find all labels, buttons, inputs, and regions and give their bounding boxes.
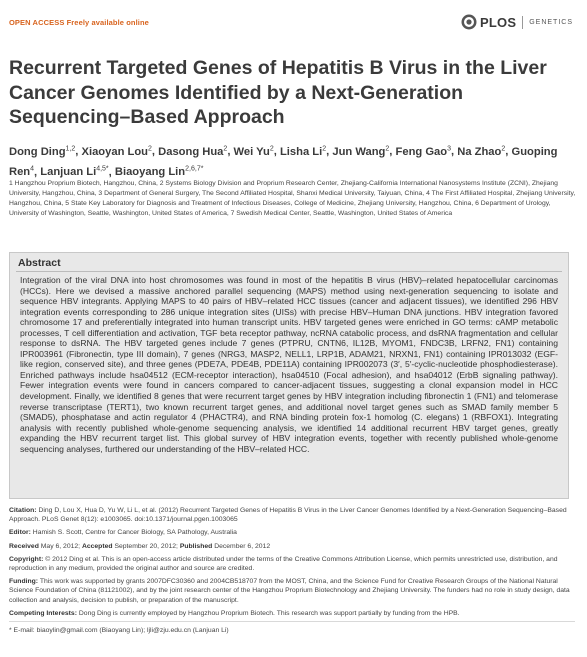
- author-affiliation-marker: 4,5*: [96, 165, 109, 173]
- copyright: [9, 555, 575, 573]
- open-access-text: OPEN ACCESS Freely available online: [9, 18, 149, 27]
- footnote-divider: [9, 621, 575, 622]
- accepted-label: Accepted: [81, 542, 113, 550]
- funding: [9, 577, 575, 605]
- citation: [9, 506, 575, 524]
- abstract-heading: Abstract: [18, 257, 61, 269]
- editor-text: Hamish S. Scott, Centre for Cancer Biology, SA Pathology, Australia: [32, 529, 237, 537]
- funding-text: This work was supported by grants 2007DFC30360 and 2004CB518707 from the MOST, China, and the Science Fund for Creative Research Groups of the National Natural Science Foundation of China (81121002), and by the joint research center of the Hangzhou Proprium Biotechnology and Zhejiang University. The funders had no role in study design, data collection and analysis, decision to publish, or preparation of the manuscript.: [9, 578, 570, 604]
- author: [234, 146, 274, 158]
- citation-label: Citation:: [9, 507, 37, 514]
- affiliations: 1 Hangzhou Proprium Biotech, Hangzhou, China, 2 Systems Biology Division and Proprium Research Center, Zhejiang-California International Nanosystems Institute (ZCNI), Zhejiang University, Hangzhou, China, 3 Department of General Surgery, The Second Affiliated Hospital, Shanxi Medical University, Taiyuan, China, 4 The First Affiliated Hospital, Zhejiang University, Hangzhou, China, 5 State Key Laboratory for Diagnosis and Treatment of Infectious Diseases, College of Medicine, Zhejiang University, Hangzhou, China, 6 Department of Urology, University of Washington, Seattle, Washington, United States of America, 7 Swedish Medical Center, Seattle, Washington, United States of America: [9, 180, 576, 217]
- author-name: Dasong Hua: [158, 145, 224, 158]
- author: [82, 146, 152, 158]
- author: [332, 146, 389, 158]
- author-affiliation-marker: 2: [148, 145, 152, 152]
- author-name: Dong Ding: [9, 145, 66, 158]
- author: [9, 146, 75, 158]
- competing-label: Competing Interests:: [9, 609, 77, 617]
- author-name: Na Zhao: [457, 145, 502, 158]
- abstract-divider: [16, 271, 562, 272]
- article-title: Recurrent Targeted Genes of Hepatitis B Virus in the Liver Cancer Genomes Identified by a Next-Generation Sequencing–Based Approach: [9, 57, 547, 128]
- journal-header: [0, 0, 587, 38]
- author-affiliation-marker: 2: [385, 145, 390, 152]
- plos-logo: [461, 14, 573, 30]
- publisher-name: PLOS: [480, 14, 517, 30]
- author: [158, 146, 227, 158]
- funding-label: Funding:: [9, 578, 39, 586]
- author: [115, 166, 204, 178]
- author-list: Dong Ding$^{1,2}$, Xiaoyan Lou$^2$, Dasong Hua$^2$, Wei Yu$^2$, Lisha Li$^2$, Jun Wang$^2$, Feng Gao$^3$, Na Zhao$^2$, Guoping Ren$^4$, Lanjuan $Li^{4,5*}$, Biaoyang Lin$^{2,6,7*}$: [9, 145, 558, 179]
- author-name: Lanjuan Li: [40, 166, 97, 179]
- abstract-box: [9, 252, 569, 499]
- author-affiliation-marker: 2: [269, 145, 274, 152]
- email: * E-mail: biaoylin@gmail.com (Biaoyang Lin); ljli@zju.edu.cn (Lanjuan Li): [9, 627, 229, 635]
- open-access-label: [9, 18, 149, 27]
- copyright-label: Copyright:: [9, 555, 44, 563]
- author-affiliation-marker: 1,2: [65, 145, 76, 152]
- journal-name: GENETICS: [529, 18, 573, 26]
- author-name: Lisha Li: [279, 145, 323, 158]
- published-label: Published: [179, 542, 213, 550]
- editor-label: Editor:: [9, 529, 31, 537]
- author: [457, 146, 505, 158]
- author-affiliation-marker: 2: [501, 145, 506, 152]
- author-name: Xiaoyan Lou: [81, 145, 149, 158]
- abstract-text: Integration of the viral DNA into host chromosomes was found in most of the hepatitis B virus (HBV)–related hepatocellular carcinomas (HCCs). Here we devised a massive anchored parallel sequencing (MAPS) method using next-generation sequencing to isolate and sequence HBV integrants. Applying MAPS to 40 pairs of HBV–related HCC tissues (cancer and adjacent tissues), we identified 296 HBV integration events corresponding to 286 unique integration sites (UISs) with precise HBV–Human DNA junctions. HBV integration favored chromosome 17 and preferentially integrated into human transcript units. HBV targeted genes were enriched in GO terms: cAMP metabolic processes, T cell differentiation and activation, TGF beta receptor pathway, ncRNA catabolic process, and dsRNA fragmentation and cellular response to dsRNA. The HBV targeted genes include 7 genes (PTPRU, CNTN6, IL12B, MYOM1, FNDC3B, LRFN2, FN1) containing IPR003961 (Fibronectin, type III domain), 7 genes (NRG3, MASP2, NELL1, LRP1B, ADAM21, NRXN1, FN1) containing IPR013032 (EGF-like region, conserved site), and three genes (PDE7A, PDE4B, PDE11A) containing IPR002073 (3′, 5′-cyclic-nucleotide phosphodiesterase). Enriched pathways include hsa04512 (ECM-receptor interaction), hsa04510 (Focal adhesion), and hsa04012 (ErbB signaling pathway). Fewer integration events were found in cancers compared to cancer-adjacent tissues, suggesting a clonal expansion model in HCC development. Finally, we identified 8 genes that were recurrent target genes by HBV integration including fibronectin 1 (FN1) and telomerase reverse transcriptase (TERT1), two known recurrent target genes, and additional novel target genes such as SMAD family member 5 (SMAD5), phosphatase and actin regulator 4 (PHACTR4), and RNA binding protein fox-1 homolog (C. elegans) 1 (RBFOX1). Integrating analysis with recently published whole-genome sequencing analysis, we identified 14 additional recurrent HBV target genes, greatly expanding the HBV recurrent target list. This global survey of HBV integration events, together with recently published whole-genome sequencing analyses, furthered our understanding of the HBV–related HCC.: [20, 275, 558, 454]
- received-date: May 6, 2012;: [40, 542, 81, 550]
- copyright-text: © 2012 Ding et al. This is an open-access article distributed under the terms of the Creative Commons Attribution License, which permits unrestricted use, distribution, and reproduction in any medium, provided the original author and source are credited.: [9, 555, 558, 573]
- accepted-date: September 20, 2012;: [114, 542, 178, 550]
- received-label: Received: [9, 542, 39, 550]
- logo-divider: [522, 16, 523, 29]
- citation-text: Ding D, Lou X, Hua D, Yu W, Li L, et al. (2012) Recurrent Targeted Genes of Hepatitis B Virus in the Liver Cancer Genomes Identified by a Next-Generation Sequencing–Based Approach. PLoS Genet 8(12): e1003065. doi:10.1371/journal.pgen.1003065: [9, 507, 567, 524]
- author-affiliation-marker: 3: [447, 145, 452, 152]
- published-date: December 6, 2012: [214, 542, 271, 550]
- article-metadata: [9, 506, 575, 639]
- author-name: Wei Yu: [233, 145, 270, 158]
- competing-interests: [9, 609, 575, 618]
- author-affiliation-marker: 2: [322, 145, 327, 152]
- author-affiliation-marker: 2: [223, 145, 228, 152]
- competing-text: Dong Ding is currently employed by Hangzhou Proprium Biotech. This research was support partially by funding from the HPB.: [78, 609, 460, 617]
- author-name: Jun Wang: [332, 145, 386, 158]
- editor: [9, 528, 575, 537]
- author-affiliation-marker: 4: [30, 165, 35, 173]
- author-name: Guoping Ren: [9, 145, 558, 179]
- author: [396, 146, 452, 158]
- author-name: Biaoyang Lin: [114, 166, 186, 179]
- plos-emblem-icon: [461, 14, 477, 30]
- author-name: Feng Gao: [395, 145, 448, 158]
- author-affiliation-marker: 2,6,7*: [185, 165, 204, 173]
- author: [40, 166, 108, 178]
- dates: [9, 542, 575, 551]
- author: [280, 146, 326, 158]
